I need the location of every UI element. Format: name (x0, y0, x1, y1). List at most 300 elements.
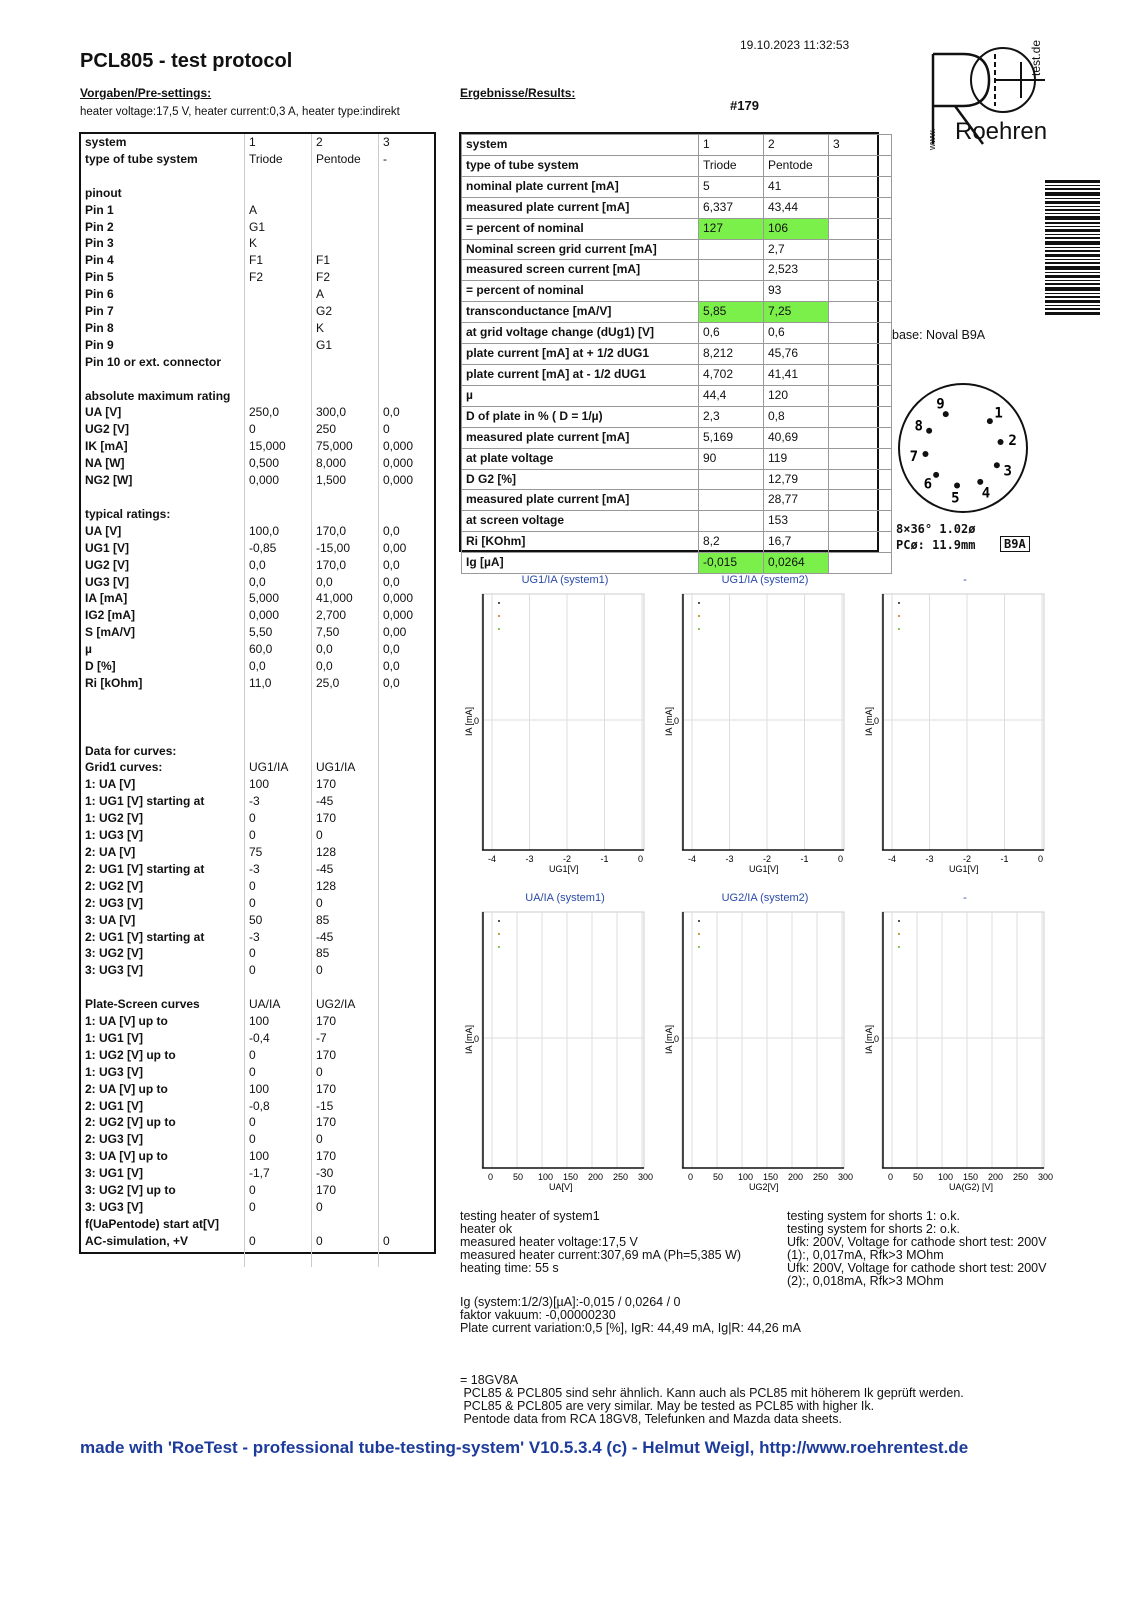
left-row (81, 134, 441, 151)
chart-plot (460, 568, 646, 874)
left-cell (245, 709, 312, 726)
left-row (81, 1216, 441, 1233)
left-row (81, 1131, 441, 1148)
left-row (81, 1013, 441, 1030)
left-cell: 2: UG2 [V] (81, 878, 245, 895)
left-row (81, 151, 441, 168)
left-cell: 8,000 (312, 455, 379, 472)
legend-marker (698, 602, 700, 604)
left-cell: 0,000 (383, 591, 414, 606)
left-cell: -45 (312, 861, 379, 878)
left-cell: 128 (312, 844, 379, 861)
left-cell: Pin 8 (81, 320, 245, 337)
left-row (81, 202, 441, 219)
left-cell: 0 (312, 895, 379, 912)
right-cell: measured screen current [mA] (462, 260, 699, 281)
left-cell: Grid1 curves: (81, 759, 245, 776)
left-cell: 3: UG3 [V] (81, 962, 245, 979)
left-cell (379, 489, 442, 506)
left-cell: 75,000 (312, 438, 379, 455)
left-cell: 2: UA [V] (81, 844, 245, 861)
left-cell (379, 235, 442, 252)
base-pin-label: 5 (951, 490, 960, 507)
base-pin-8 (926, 428, 932, 434)
right-cell (699, 281, 764, 302)
left-cell (379, 506, 442, 523)
right-cell: at screen voltage (462, 511, 699, 532)
left-cell: -3 (245, 861, 312, 878)
base-pin-5 (954, 483, 960, 489)
right-cell: 2,523 (764, 260, 829, 281)
right-cell: Nominal screen grid current [mA] (462, 239, 699, 260)
left-cell (379, 979, 442, 996)
left-row (81, 472, 441, 489)
left-cell: 2: UG1 [V] starting at (81, 861, 245, 878)
left-row (81, 1199, 441, 1216)
right-cell (829, 323, 892, 344)
left-cell (245, 388, 312, 405)
right-cell (829, 260, 892, 281)
right-cell: plate current [mA] at + 1/2 dUG1 (462, 344, 699, 365)
x-axis-label: UG1[V] (949, 864, 979, 874)
plot-frame (882, 912, 1044, 1168)
footer-credit: made with 'RoeTest - professional tube-testing-system' V10.5.3.4 (c) - Helmut Weigl, http://www.roehrentest.de (80, 1438, 969, 1457)
left-cell: 0,0 (312, 658, 379, 675)
left-cell (245, 320, 312, 337)
barcode (1045, 180, 1100, 315)
left-cell (379, 388, 442, 405)
left-cell: S [mA/V] (81, 624, 245, 641)
right-cell: 93 (764, 281, 829, 302)
left-cell: UG2 [V] (81, 557, 245, 574)
results-heading: Ergebnisse/Results: (460, 86, 576, 100)
left-row (81, 861, 441, 878)
chart-title: - (963, 574, 967, 586)
left-cell: 0 (312, 1131, 379, 1148)
left-cell (379, 962, 442, 979)
left-cell: 0 (383, 1233, 390, 1248)
left-cell (379, 743, 442, 760)
left-cell (379, 303, 442, 320)
right-cell: 43,44 (764, 197, 829, 218)
legend-marker (898, 920, 900, 922)
left-cell: 0,000 (245, 472, 312, 489)
right-row (462, 323, 892, 344)
left-cell: 170 (312, 1013, 379, 1030)
left-cell (379, 759, 442, 776)
presettings-table (81, 134, 441, 1267)
left-row (81, 844, 441, 861)
left-cell (245, 692, 312, 709)
y-axis-label: IA [mA] (464, 1024, 474, 1054)
right-cell: µ (462, 385, 699, 406)
left-cell (379, 1047, 442, 1064)
left-cell: 0 (245, 945, 312, 962)
left-cell: absolute maximum rating (81, 388, 245, 405)
base-pin-label: 4 (981, 485, 991, 502)
left-cell: -0,4 (245, 1030, 312, 1047)
left-cell (379, 793, 442, 810)
left-cell: 100,0 (245, 523, 312, 540)
note-line: Ig (system:1/2/3)[µA]:-0,015 / 0,0264 / 0 (460, 1295, 681, 1309)
left-cell (379, 219, 442, 236)
left-cell: 0,000 (383, 473, 414, 488)
right-cell: 44,4 (699, 385, 764, 406)
right-cell: 1 (699, 135, 764, 156)
left-cell: 1: UG1 [V] starting at (81, 793, 245, 810)
left-cell: UG1/IA (312, 759, 379, 776)
x-tick-label: 150 (763, 1172, 779, 1182)
base-pin-2 (998, 439, 1004, 445)
right-cell: 127 (699, 218, 764, 239)
right-row (462, 469, 892, 490)
left-cell: UG1 [V] (81, 540, 245, 557)
left-cell: typical ratings: (81, 506, 245, 523)
left-cell: -45 (312, 793, 379, 810)
left-cell: 2: UG1 [V] starting at (81, 929, 245, 946)
left-cell: 25,0 (312, 675, 379, 692)
left-row (81, 979, 441, 996)
x-tick-label: -3 (525, 854, 534, 864)
left-row (81, 1182, 441, 1199)
left-cell (379, 709, 442, 726)
right-cell: 90 (699, 448, 764, 469)
left-cell: 2 (312, 134, 379, 151)
left-row (81, 574, 441, 591)
left-row (81, 810, 441, 827)
left-cell: 7,50 (312, 624, 379, 641)
left-cell (379, 1098, 442, 1115)
x-tick-label: -4 (688, 854, 697, 864)
x-axis-label: UG1[V] (549, 864, 579, 874)
left-cell (379, 929, 442, 946)
left-row (81, 624, 441, 641)
left-cell: 0,000 (383, 608, 414, 623)
curve-chart (860, 568, 1046, 874)
left-cell (312, 371, 379, 388)
left-cell (245, 506, 312, 523)
left-cell: 170 (312, 1148, 379, 1165)
left-cell: pinout (81, 185, 245, 202)
left-cell: 0 (245, 895, 312, 912)
left-cell (312, 354, 379, 371)
base-pin-label: 1 (994, 405, 1003, 422)
legend-marker (898, 933, 900, 935)
right-cell: 41,41 (764, 364, 829, 385)
left-cell: 0,0 (245, 658, 312, 675)
x-tick-label: 150 (563, 1172, 579, 1182)
left-cell: f(UaPentode) start at[V] (81, 1216, 245, 1233)
note-line: Ufk: 200V, Voltage for cathode short test: 200V (787, 1261, 1047, 1275)
left-cell: 170 (312, 1114, 379, 1131)
left-cell: D [%] (81, 658, 245, 675)
x-tick-label: 200 (788, 1172, 804, 1182)
right-row (462, 532, 892, 553)
left-cell: Triode (245, 151, 312, 168)
right-cell (829, 176, 892, 197)
legend-marker (498, 628, 500, 630)
right-row (462, 385, 892, 406)
right-cell: plate current [mA] at - 1/2 dUG1 (462, 364, 699, 385)
x-tick-label: -3 (925, 854, 934, 864)
legend-marker (498, 602, 500, 604)
left-cell (379, 1081, 442, 1098)
right-cell (829, 490, 892, 511)
left-cell: F2 (245, 269, 312, 286)
left-cell: 170 (312, 1182, 379, 1199)
left-cell (379, 878, 442, 895)
left-cell (379, 776, 442, 793)
left-cell: -3 (245, 929, 312, 946)
left-cell: UG2/IA (312, 996, 379, 1013)
left-cell (81, 489, 245, 506)
left-cell: 0,500 (245, 455, 312, 472)
left-cell: 0,0 (245, 557, 312, 574)
base-pin-label: 6 (923, 476, 933, 493)
left-cell: 11,0 (245, 675, 312, 692)
left-cell: 3: UA [V] up to (81, 1148, 245, 1165)
left-cell: 0,0 (383, 574, 400, 589)
left-cell: 0,000 (383, 439, 414, 454)
left-cell: G2 (312, 303, 379, 320)
right-row (462, 176, 892, 197)
left-row (81, 404, 441, 421)
test-number: #179 (730, 98, 759, 113)
left-row (81, 252, 441, 269)
left-cell: 15,000 (245, 438, 312, 455)
right-cell: 0,0264 (764, 553, 829, 574)
left-row (81, 354, 441, 371)
right-cell: 5,85 (699, 302, 764, 323)
right-cell: D of plate in % ( D = 1/µ) (462, 406, 699, 427)
left-cell: 3: UG1 [V] (81, 1165, 245, 1182)
right-cell: 16,7 (764, 532, 829, 553)
roehrentest-logo (925, 32, 1060, 152)
left-cell: 0 (312, 962, 379, 979)
right-cell (829, 406, 892, 427)
left-row (81, 371, 441, 388)
left-cell (379, 1199, 442, 1216)
left-cell: 0 (245, 962, 312, 979)
left-row (81, 607, 441, 624)
left-cell: 0,0 (245, 574, 312, 591)
legend-marker (698, 933, 700, 935)
heater-notes (460, 1210, 741, 1275)
left-cell: 0 (312, 827, 379, 844)
left-cell: 0,000 (245, 607, 312, 624)
left-cell: 0,0 (383, 642, 400, 657)
note-line: testing system for shorts 2: o.k. (787, 1222, 960, 1236)
noval-pin-diagram (895, 380, 1035, 520)
right-cell (829, 344, 892, 365)
x-tick-label: -4 (488, 854, 497, 864)
right-cell (829, 364, 892, 385)
left-row (81, 962, 441, 979)
left-cell (379, 1131, 442, 1148)
y-axis-label: IA [mA] (864, 706, 874, 736)
left-cell (379, 912, 442, 929)
left-cell (379, 320, 442, 337)
left-cell: 0 (245, 1114, 312, 1131)
left-cell: IA [mA] (81, 590, 245, 607)
right-cell (699, 490, 764, 511)
base-pin-4 (977, 479, 983, 485)
left-cell: 1: UG3 [V] (81, 1064, 245, 1081)
right-cell: 119 (764, 448, 829, 469)
curve-chart (460, 568, 646, 874)
left-cell (81, 1250, 245, 1267)
x-tick-label: 300 (638, 1172, 654, 1182)
left-row (81, 692, 441, 709)
x-tick-label: 250 (813, 1172, 829, 1182)
left-cell: 1: UG3 [V] (81, 827, 245, 844)
plot-frame (682, 594, 844, 850)
left-cell: -15 (312, 1098, 379, 1115)
left-cell (379, 185, 442, 202)
x-tick-label: 250 (613, 1172, 629, 1182)
left-row (81, 1047, 441, 1064)
left-row (81, 590, 441, 607)
left-cell (81, 726, 245, 743)
base-spec-1: 8×36° 1.02ø (896, 522, 976, 536)
left-cell (312, 1250, 379, 1267)
right-cell: 12,79 (764, 469, 829, 490)
left-cell: UA [V] (81, 523, 245, 540)
x-tick-label: 0 (1038, 854, 1044, 864)
left-cell: 0 (383, 422, 390, 437)
left-row (81, 793, 441, 810)
left-row (81, 1250, 441, 1267)
left-cell: 170 (312, 1081, 379, 1098)
left-cell (245, 979, 312, 996)
right-cell: system (462, 135, 699, 156)
left-row (81, 1114, 441, 1131)
left-cell: K (245, 235, 312, 252)
right-cell: 45,76 (764, 344, 829, 365)
left-cell: 1: UG1 [V] (81, 1030, 245, 1047)
legend-marker (698, 628, 700, 630)
left-cell (312, 388, 379, 405)
logo-domain: test.de (1029, 39, 1043, 76)
base-tag: B9A (1000, 536, 1030, 552)
left-cell: 0 (245, 421, 312, 438)
left-cell: Pin 6 (81, 286, 245, 303)
left-cell (312, 506, 379, 523)
x-tick-label: -3 (725, 854, 734, 864)
left-cell: F2 (312, 269, 379, 286)
left-cell (312, 235, 379, 252)
base-pin-1 (987, 418, 993, 424)
left-row (81, 759, 441, 776)
left-cell: 0,0 (312, 574, 379, 591)
left-cell (379, 945, 442, 962)
note-line: measured heater current:307,69 mA (Ph=5,385 W) (460, 1248, 742, 1262)
left-cell (312, 743, 379, 760)
left-cell: 2: UG3 [V] (81, 1131, 245, 1148)
left-cell: 2: UG2 [V] up to (81, 1114, 245, 1131)
left-cell: Pin 9 (81, 337, 245, 354)
left-row (81, 421, 441, 438)
logo-text: Roehren (955, 118, 1048, 145)
right-cell: 5 (699, 176, 764, 197)
chart-title: UG2/IA (system2) (721, 892, 809, 904)
base-pin-6 (933, 472, 939, 478)
left-cell (312, 709, 379, 726)
left-cell (379, 827, 442, 844)
left-cell: 3: UG3 [V] (81, 1199, 245, 1216)
left-cell (379, 1165, 442, 1182)
right-row (462, 364, 892, 385)
barcode-graphic (1045, 180, 1100, 315)
left-cell: F1 (245, 252, 312, 269)
legend-marker (498, 920, 500, 922)
left-row (81, 1030, 441, 1047)
left-cell: 170 (312, 810, 379, 827)
legend-marker (498, 615, 500, 617)
left-row (81, 827, 441, 844)
left-cell: - (383, 151, 387, 166)
left-cell: Pentode (312, 151, 379, 168)
left-cell: A (245, 202, 312, 219)
left-cell (312, 168, 379, 185)
left-row (81, 878, 441, 895)
right-cell (829, 385, 892, 406)
plot-frame (482, 594, 644, 850)
chart-plot (660, 568, 846, 874)
plot-frame (682, 912, 844, 1168)
y-tick-label: 0 (474, 1034, 480, 1044)
right-row (462, 135, 892, 156)
right-cell (829, 218, 892, 239)
base-pin-7 (922, 451, 928, 457)
left-cell: 0,0 (383, 557, 400, 572)
right-row (462, 197, 892, 218)
chart-plot (860, 568, 1046, 874)
base-pin-label: 7 (909, 448, 919, 465)
x-tick-label: 100 (538, 1172, 554, 1182)
right-cell (829, 448, 892, 469)
left-cell: Pin 7 (81, 303, 245, 320)
left-cell: 0,0 (383, 523, 400, 538)
x-tick-label: -4 (888, 854, 897, 864)
left-cell (81, 168, 245, 185)
left-row (81, 929, 441, 946)
note-line: Plate current variation:0,5 [%], IgR: 44,49 mA, Ig|R: 44,26 mA (460, 1321, 801, 1335)
right-cell: at plate voltage (462, 448, 699, 469)
right-cell: 41 (764, 176, 829, 197)
legend-marker (498, 933, 500, 935)
left-cell (312, 692, 379, 709)
left-row (81, 1148, 441, 1165)
right-cell (829, 427, 892, 448)
right-cell (829, 511, 892, 532)
right-cell: 0,6 (699, 323, 764, 344)
base-label: base: Noval B9A (892, 328, 986, 342)
right-cell (699, 260, 764, 281)
right-cell: 8,2 (699, 532, 764, 553)
left-cell: 0 (245, 810, 312, 827)
x-tick-label: 0 (638, 854, 644, 864)
left-cell: -7 (312, 1030, 379, 1047)
left-cell: 3 (383, 135, 390, 149)
right-cell: measured plate current [mA] (462, 490, 699, 511)
left-cell (379, 371, 442, 388)
left-cell: 0 (312, 1199, 379, 1216)
x-tick-label: 0 (688, 1172, 694, 1182)
base-pin-label: 8 (914, 418, 923, 435)
left-row (81, 523, 441, 540)
left-cell: -0,85 (245, 540, 312, 557)
